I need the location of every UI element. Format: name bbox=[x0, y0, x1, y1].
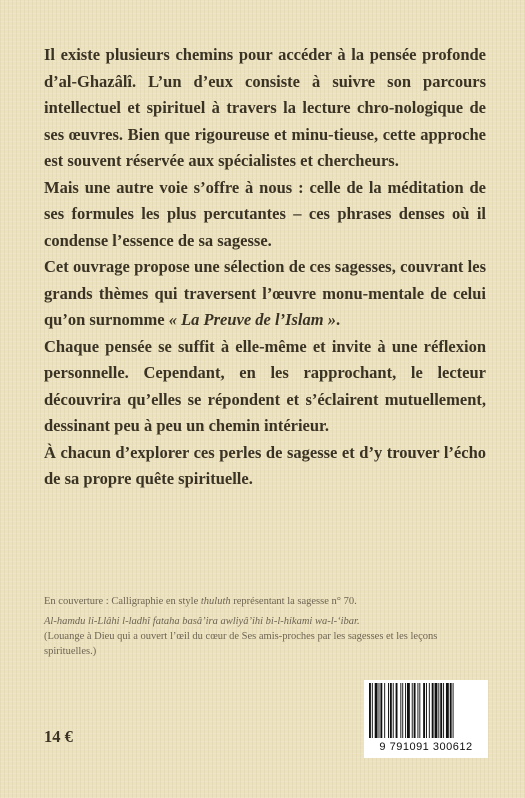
cover-credit-end: représentant la sagesse n° 70. bbox=[230, 596, 357, 607]
book-epithet: « La Preuve de l’Islam » bbox=[168, 310, 336, 329]
blurb-paragraph-3-start: Cet ouvrage propose une sélection de ces sagesses, couvrant les grands thèmes qui traversent l’œuvre monu-mentale de celui qu’on surnomme bbox=[44, 257, 486, 329]
french-translation: (Louange à Dieu qui a ouvert l’œil du cœur de Ses amis-proches par les sagesses et les leçons spirituelles.) bbox=[44, 631, 438, 657]
back-cover-blurb bbox=[44, 42, 486, 493]
blurb-paragraph-1: Il existe plusieurs chemins pour accéder à la pensée profonde d’al-Ghazâlî. L’un d’eux consiste à suivre son parcours intellectuel et spirituel à travers la lecture chro-nologique de ses œuvres. Bien que rigoureuse et minu-tieuse, cette approche est souvent réservée aux spécialistes et chercheurs. bbox=[44, 45, 486, 170]
isbn-barcode bbox=[364, 680, 488, 758]
blurb-paragraph-2: Mais une autre voie s’offre à nous : celle de la méditation de ses formules les plus percutantes – ces phrases denses où il condense l’essence de sa sagesse. bbox=[44, 177, 486, 250]
cover-credits bbox=[44, 594, 486, 659]
blurb-paragraph-3-end: . bbox=[335, 310, 341, 329]
blurb-paragraph-3 bbox=[44, 254, 486, 334]
barcode-bars bbox=[366, 683, 486, 740]
arabic-transliteration: Al-hamdu li-Llâhi l-ladhî fataha basâ’ira awliyâ’ihi bi-l-hikami wa-l-‘ibar. bbox=[44, 616, 360, 627]
calligraphy-style: thuluth bbox=[200, 596, 231, 607]
blurb-paragraph-5: À chacun d’explorer ces perles de sagesse et d’y trouver l’écho de sa propre quête spirituelle. bbox=[44, 442, 486, 488]
blurb-paragraph-4: Chaque pensée se suffit à elle-même et invite à une réflexion personnelle. Cependant, en les rapprochant, le lecteur découvrira qu’elles se répondent et s’éclairent mutuellement, dessinant peu à peu un chemin intérieur. bbox=[44, 336, 486, 435]
cover-credit-line bbox=[44, 594, 486, 609]
price-label: 14 € bbox=[44, 727, 73, 746]
cover-credit-start: En couverture : Calligraphie en style bbox=[44, 596, 201, 607]
isbn-digits: 9 791091 300612 bbox=[379, 741, 473, 753]
